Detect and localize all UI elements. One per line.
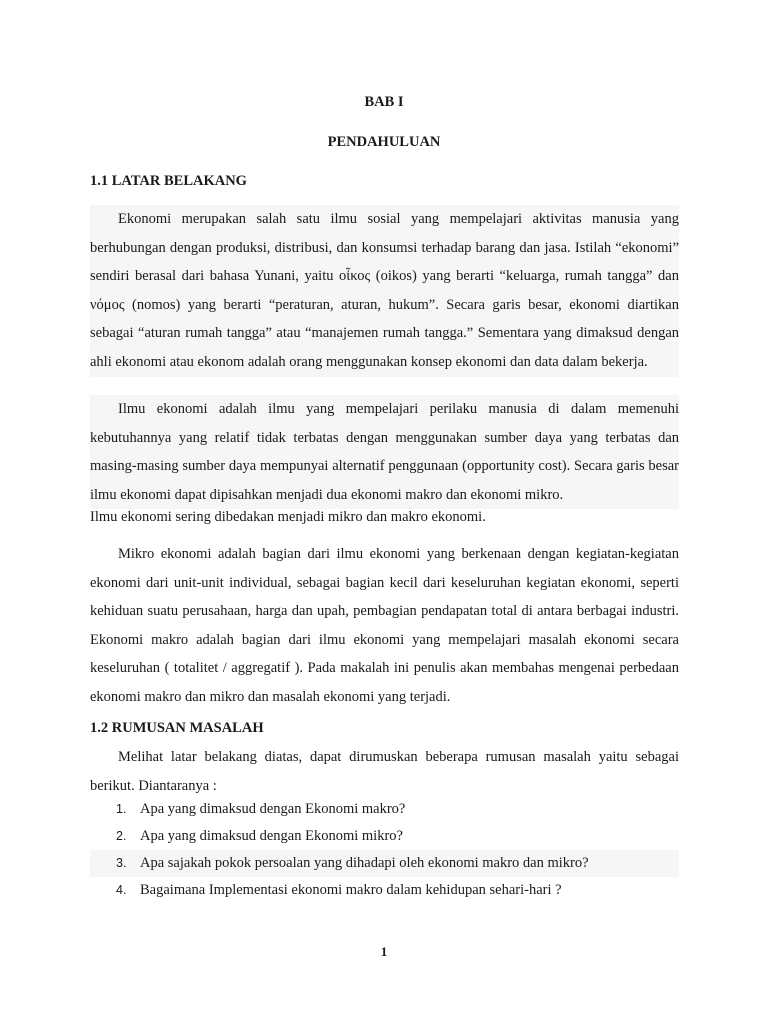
chapter-title: PENDAHULUAN: [327, 134, 441, 150]
paragraph-text: Melihat latar belakang diatas, dapat dirumuskan beberapa rumusan masalah yaitu sebagai berikut. Diantaranya :: [90, 749, 679, 794]
paragraph-ilmu-ekonomi: [90, 395, 679, 509]
list-item: 1. Apa yang dimaksud dengan Ekonomi makro?: [116, 801, 406, 817]
paragraph-text: Ekonomi merupakan salah satu ilmu sosial yang mempelajari aktivitas manusia yang berhubungan dengan produksi, distribusi, dan konsumsi terhadap barang dan jasa. Istilah “ekonomi” sendiri berasal dari bahasa Yunani, yaitu οἶκος (oikos) yang berarti “keluarga, rumah tangga” dan νόμος (nomos) yang berarti “peraturan, aturan, hukum”. Secara garis besar, ekonomi diartikan sebagai “aturan rumah tangga” atau “manajemen rumah tangga.” Sementara yang dimaksud dengan ahli ekonomi atau ekonom adalah orang menggunakan konsep ekonomi dan data dalam bekerja.: [90, 211, 679, 370]
page-number: 1: [380, 944, 388, 959]
paragraph-rumusan-intro: [90, 743, 679, 800]
list-item: 2. Apa yang dimaksud dengan Ekonomi mikro?: [116, 828, 403, 844]
paragraph-ekonomi-definition: [90, 205, 679, 377]
section-heading-latar-belakang: 1.1 LATAR BELAKANG: [90, 173, 247, 189]
paragraph-mikro-ekonomi: [90, 540, 679, 712]
paragraph-text: Ilmu ekonomi adalah ilmu yang mempelajari perilaku manusia di dalam memenuhi kebutuhannya yang relatif tidak terbatas dengan menggunakan sumber daya yang terbatas dan masing-masing sumber daya mempunyai alternatif penggunaan (opportunity cost). Secara garis besar ilmu ekonomi dapat dipisahkan menjadi dua ekonomi makro dan ekonomi mikro.: [90, 401, 679, 503]
section-heading-rumusan-masalah: 1.2 RUMUSAN MASALAH: [90, 720, 264, 736]
problem-list: [90, 796, 679, 904]
list-item: 4. Bagaimana Implementasi ekonomi makro dalam kehidupan sehari-hari ?: [116, 882, 562, 898]
paragraph-mikro-makro-note: Ilmu ekonomi sering dibedakan menjadi mikro dan makro ekonomi.: [90, 509, 486, 525]
list-item: 3. Apa sajakah pokok persoalan yang dihadapi oleh ekonomi makro dan mikro?: [90, 850, 679, 877]
paragraph-text: Mikro ekonomi adalah bagian dari ilmu ekonomi yang berkenaan dengan kegiatan-kegiatan ekonomi dari unit-unit individual, sebagai bagian kecil dari keseluruhan kegiatan ekonomi, seperti kehiduan suatu perusahaan, harga dan upah, pembagian pendapatan total di antara berbagai industri. Ekonomi makro adalah bagian dari ilmu ekonomi yang mempelajari masalah ekonomi secara keseluruhan ( totalitet / aggregatif ). Pada makalah ini penulis akan membahas mengenai perbedaan ekonomi makro dan mikro dan masalah ekonomi yang terjadi.: [90, 546, 679, 705]
chapter-label: BAB I: [364, 94, 404, 110]
